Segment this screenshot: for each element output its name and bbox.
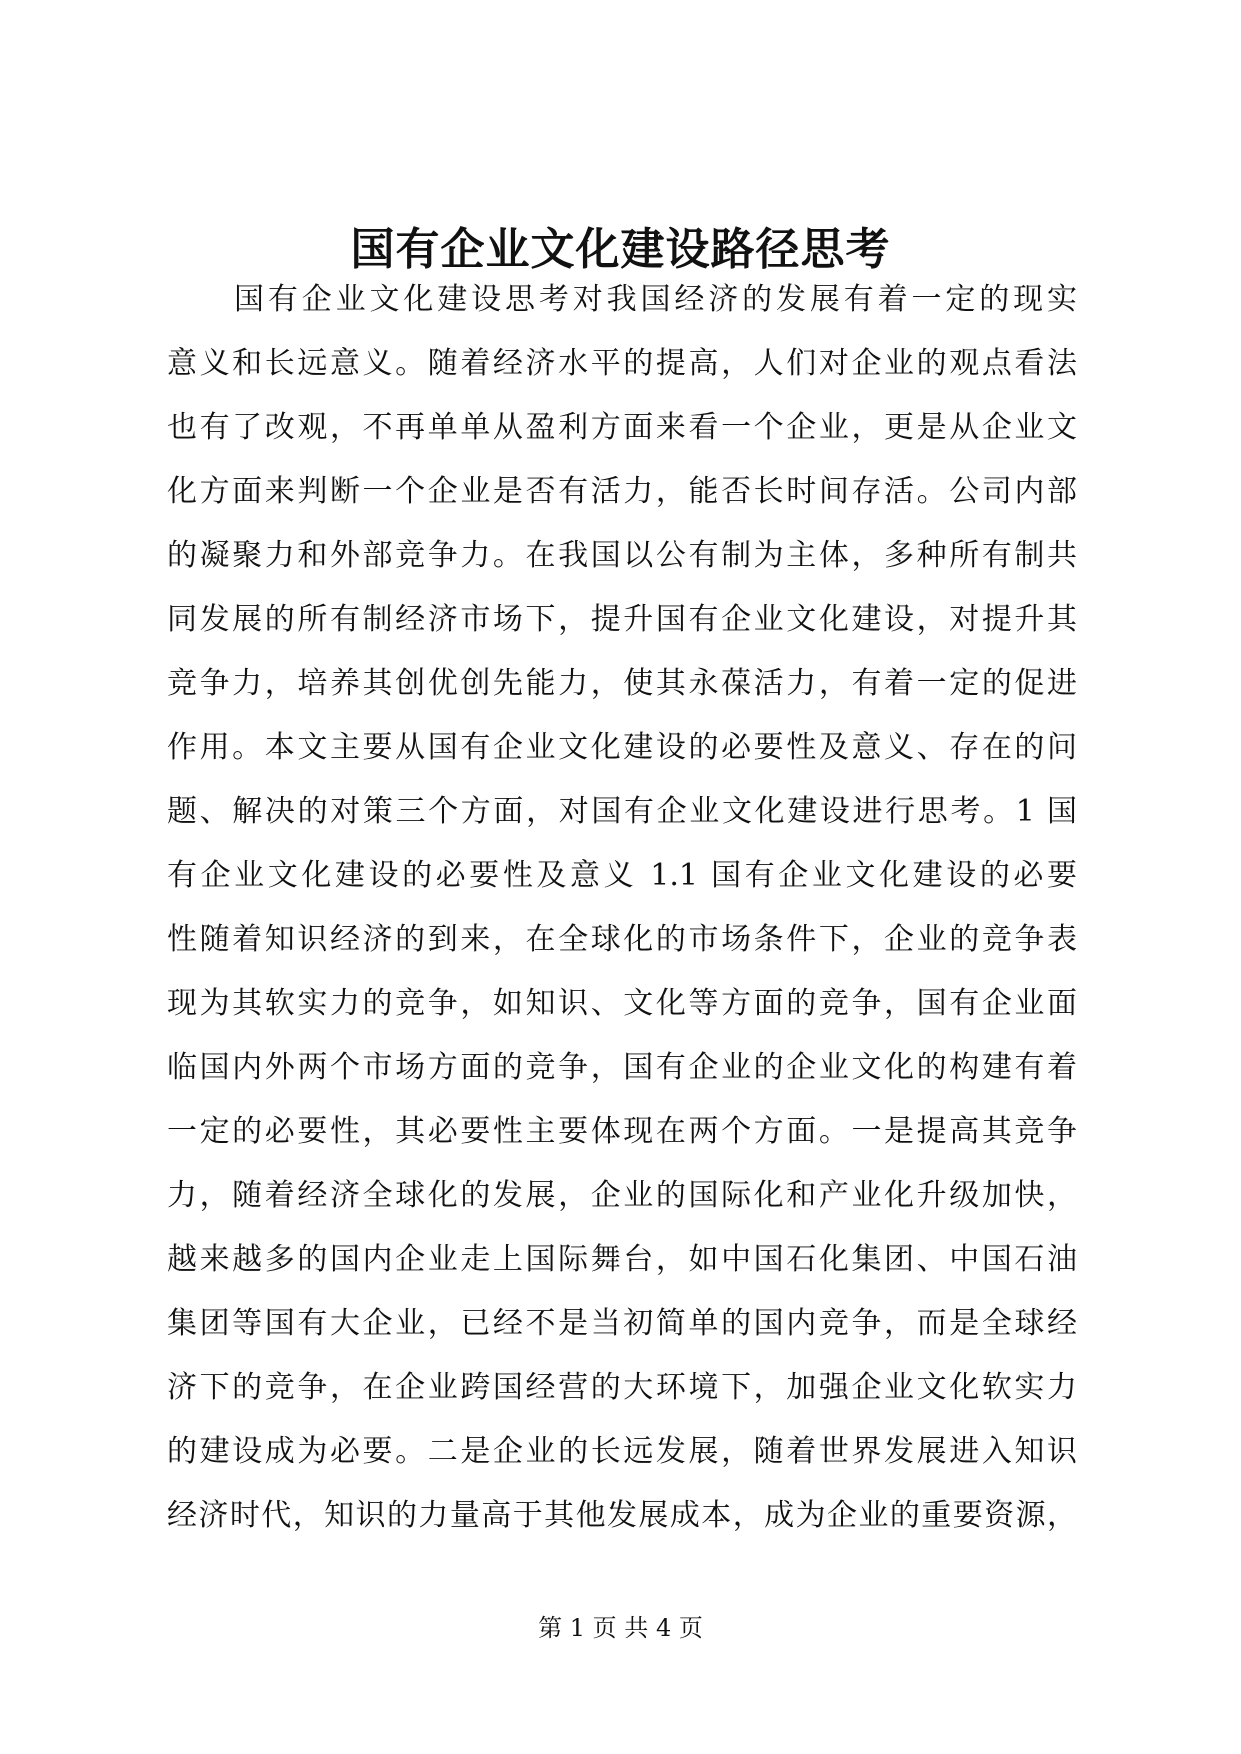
paragraph-line: 力，随着经济全球化的发展，企业的国际化和产业化升级加快， [167,1178,1077,1213]
paragraph-line: 的凝聚力和外部竞争力。在我国以公有制为主体，多种所有制共 [167,538,1077,573]
paragraph-line: 化方面来判断一个企业是否有活力，能否长时间存活。公司内部 [167,474,1077,509]
paragraph-line: 现为其软实力的竞争，如知识、文化等方面的竞争，国有企业面 [167,986,1077,1021]
body-paragraph [167,268,1077,1548]
paragraph-line: 也有了改观，不再单单从盈利方面来看一个企业，更是从企业文 [167,410,1077,445]
paragraph-line: 越来越多的国内企业走上国际舞台，如中国石化集团、中国石油 [167,1242,1077,1277]
paragraph-line: 题、解决的对策三个方面，对国有企业文化建设进行思考。1 国 [167,794,1077,829]
paragraph-line: 国有企业文化建设思考对我国经济的发展有着一定的现实 [234,282,1077,317]
paragraph-line: 性随着知识经济的到来，在全球化的市场条件下，企业的竞争表 [167,922,1077,957]
paragraph-line: 竞争力，培养其创优创先能力，使其永葆活力，有着一定的促进 [167,666,1077,701]
paragraph-line: 同发展的所有制经济市场下，提升国有企业文化建设，对提升其 [167,602,1077,637]
paragraph-line: 一定的必要性，其必要性主要体现在两个方面。一是提高其竞争 [167,1114,1077,1149]
paragraph-line: 集团等国有大企业，已经不是当初简单的国内竞争，而是全球经 [167,1306,1077,1341]
paragraph-line: 经济时代，知识的力量高于其他发展成本，成为企业的重要资源， [167,1498,1077,1533]
paragraph-line: 意义和长远意义。随着经济水平的提高，人们对企业的观点看法 [167,346,1077,381]
paragraph-line: 作用。本文主要从国有企业文化建设的必要性及意义、存在的问 [167,730,1077,765]
paragraph-line: 有企业文化建设的必要性及意义 1.1 国有企业文化建设的必要 [167,858,1077,893]
document-title: 国有企业文化建设路径思考 [350,224,891,275]
paragraph-line: 的建设成为必要。二是企业的长远发展，随着世界发展进入知识 [167,1434,1077,1469]
page-number-footer: 第 1 页 共 4 页 [538,1614,703,1642]
paragraph-line: 临国内外两个市场方面的竞争，国有企业的企业文化的构建有着 [167,1050,1077,1085]
paragraph-line: 济下的竞争，在企业跨国经营的大环境下，加强企业文化软实力 [167,1370,1077,1405]
